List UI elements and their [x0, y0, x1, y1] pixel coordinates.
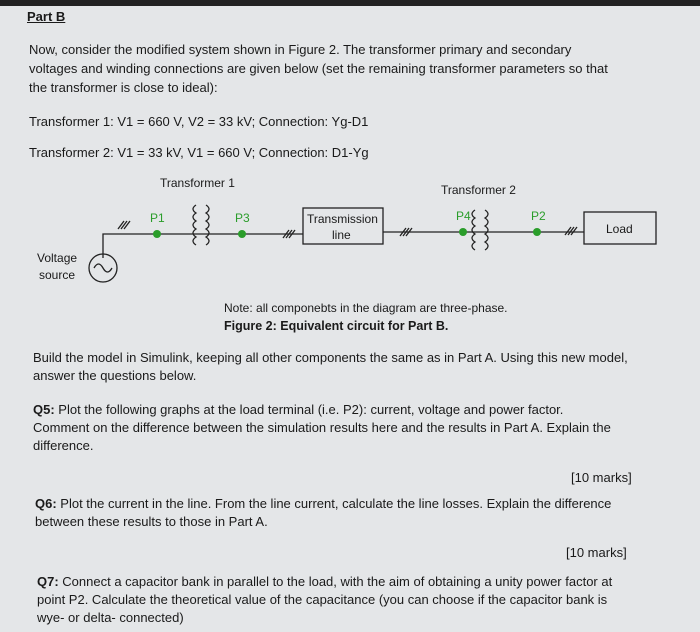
- build-text: Build the model in Simulink, keeping all other components the same as in Part A. Using this new model,: [33, 350, 628, 365]
- transformer1-coil: [193, 205, 196, 245]
- source-label: Voltage: [37, 251, 78, 265]
- diagram-note: Note: all componebts in the diagram are three-phase.: [224, 301, 508, 315]
- transformer1-label: Transformer 1: [160, 176, 235, 190]
- q7-text: Connect a capacitor bank in parallel to the load, with the aim of obtaining a unity power factor at: [58, 574, 613, 589]
- q6-text: between these results to those in Part A.: [35, 514, 268, 529]
- transformer2-label: Transformer 2: [441, 183, 516, 197]
- node-p3: [238, 230, 246, 238]
- q7-text: point P2. Calculate the theoretical value of the capacitance (you can choose if the capacitor bank is: [37, 592, 608, 607]
- q5-text: difference.: [33, 438, 94, 453]
- p4-label: P4: [456, 209, 471, 223]
- node-p2: [533, 228, 541, 236]
- p3-label: P3: [235, 211, 250, 225]
- intro-line: voltages and winding connections are given below (set the remaining transformer parameters so that: [29, 61, 608, 76]
- q5-text: Comment on the difference between the simulation results here and the results in Part A. Explain the: [33, 420, 611, 435]
- q7-label: Q7:: [37, 574, 59, 589]
- line-label: Transmission: [307, 212, 378, 226]
- source-label: source: [39, 268, 76, 282]
- q5-text: Plot the following graphs at the load terminal (i.e. P2): current, voltage and power factor.: [54, 402, 564, 417]
- q6-label: Q6:: [35, 496, 57, 511]
- transformer2-coil: [472, 210, 475, 250]
- intro-line: Now, consider the modified system shown in Figure 2. The transformer primary and secondary: [29, 42, 572, 57]
- node-p1: [153, 230, 161, 238]
- q6-marks: [10 marks]: [566, 545, 627, 560]
- figure-caption: Figure 2: Equivalent circuit for Part B.: [224, 319, 449, 333]
- build-text: answer the questions below.: [33, 368, 197, 383]
- q6-text: Plot the current in the line. From the line current, calculate the line losses. Explain the difference: [56, 496, 612, 511]
- intro-line: the transformer is close to ideal):: [29, 80, 218, 95]
- transformer2-spec: Transformer 2: V1 = 33 kV, V1 = 660 V; Connection: D1-Yg: [29, 145, 369, 160]
- p1-label: P1: [150, 211, 165, 225]
- node-p4: [459, 228, 467, 236]
- p2-label: P2: [531, 209, 546, 223]
- q5-label: Q5:: [33, 402, 55, 417]
- load-label: Load: [606, 222, 633, 236]
- line-label: line: [332, 228, 351, 242]
- q5-marks: [10 marks]: [571, 470, 632, 485]
- q7-text: wye- or delta- connected): [37, 610, 184, 625]
- transformer1-spec: Transformer 1: V1 = 660 V, V2 = 33 kV; Connection: Yg-D1: [29, 114, 369, 129]
- part-heading: Part B: [27, 9, 66, 24]
